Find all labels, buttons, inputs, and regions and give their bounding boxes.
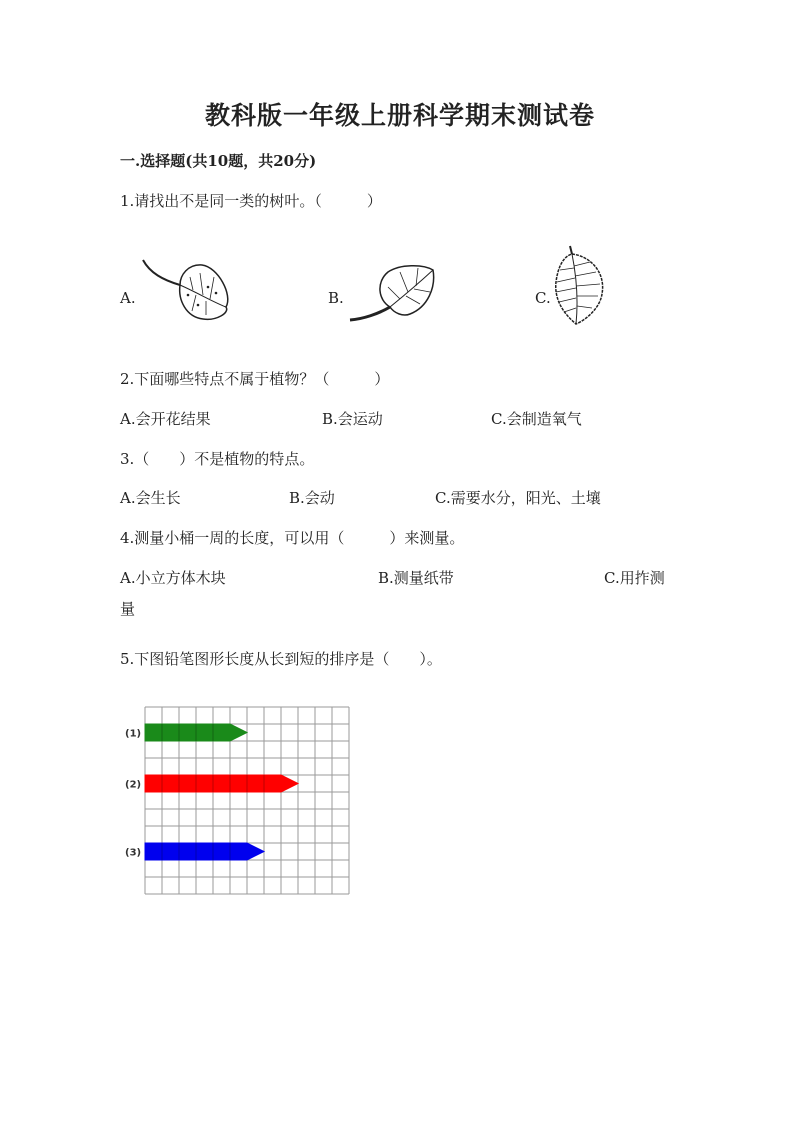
- question-1-option-a[interactable]: A.: [120, 289, 136, 307]
- pencil-grid-figure: [118, 700, 358, 905]
- question-1-stem: 1.请找出不是同一类的树叶。（ ）: [120, 192, 382, 210]
- question-3-option-b[interactable]: B.会动: [289, 489, 335, 507]
- question-2-stem: 2.下面哪些特点不属于植物？（ ）: [120, 370, 390, 388]
- leaf-serrated-icon: [552, 244, 608, 326]
- question-4-stem: 4.测量小桶一周的长度，可以用（ ）来测量。: [120, 529, 465, 547]
- question-4-option-b[interactable]: B.测量纸带: [378, 569, 454, 587]
- question-3-option-c[interactable]: C.需要水分，阳光、土壤: [435, 489, 601, 507]
- question-5-stem: 5.下图铅笔图形长度从长到短的排序是（ ）。: [120, 650, 442, 668]
- question-2-option-b[interactable]: B.会运动: [322, 410, 383, 428]
- question-4-option-c[interactable]: C.用拃测: [604, 569, 665, 587]
- question-2-option-c[interactable]: C.会制造氧气: [491, 410, 582, 428]
- question-4-option-a[interactable]: A.小立方体木块: [120, 569, 226, 587]
- leaf-round-icon: [138, 255, 233, 325]
- leaf-round-icon: [348, 262, 438, 324]
- question-2-option-a[interactable]: A.会开花结果: [120, 410, 211, 428]
- pencil-shape: [145, 775, 298, 792]
- section-heading: 一.选择题(共10题，共20分): [120, 152, 317, 170]
- question-4-option-c-wrap: 量: [120, 600, 136, 618]
- question-1-option-c[interactable]: C.: [535, 289, 551, 307]
- pencil-label: (1): [125, 728, 142, 740]
- pencil-label: (2): [125, 779, 142, 791]
- question-1-option-b[interactable]: B.: [328, 289, 344, 307]
- question-3-option-a[interactable]: A.会生长: [120, 489, 181, 507]
- page-title: 教科版一年级上册科学期末测试卷: [204, 101, 595, 130]
- pencil-label: (3): [125, 847, 142, 859]
- pencil-shape: [145, 843, 264, 860]
- question-3-stem: 3.（ ）不是植物的特点。: [120, 450, 315, 468]
